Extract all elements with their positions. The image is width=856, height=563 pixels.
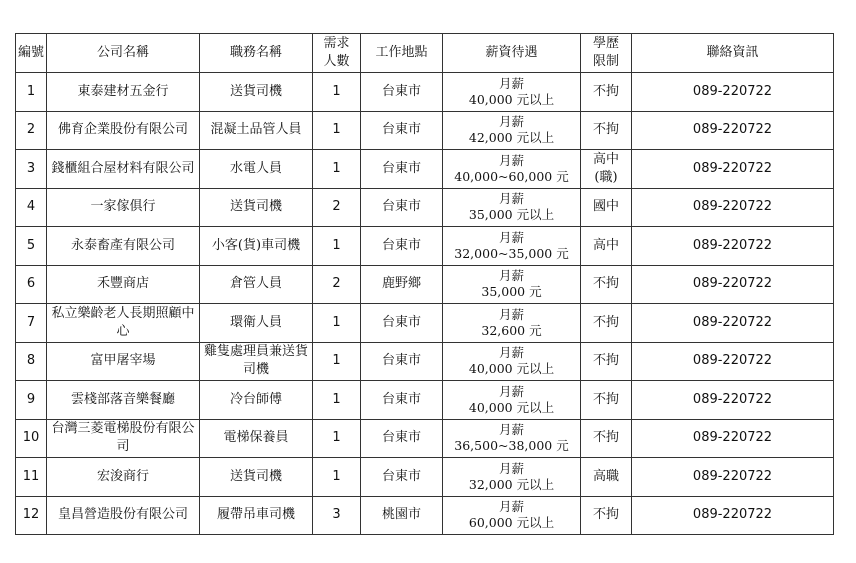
cell-title: 送貨司機 [200,188,313,227]
salary-type: 月薪 [498,268,524,284]
cell-no: 12 [16,496,47,535]
cell-company: 永泰畜產有限公司 [47,227,200,266]
cell-no: 10 [16,419,47,458]
salary-amount: 60,000 元以上 [468,515,555,531]
cell-location: 台東市 [361,188,443,227]
table-row [16,265,834,304]
cell-location: 台東市 [361,458,443,497]
cell-location: 台東市 [361,111,443,150]
cell-title: 小客(貨)車司機 [200,227,313,266]
table-row [16,73,834,112]
cell-salary [443,188,581,227]
cell-salary [443,458,581,497]
cell-education: 高中(職) [581,150,632,189]
salary-type: 月薪 [498,114,524,130]
cell-location: 台東市 [361,419,443,458]
table-row [16,150,834,189]
salary-amount: 40,000~60,000 元 [454,168,569,184]
cell-no: 5 [16,227,47,266]
header-title: 職務名稱 [200,34,313,73]
cell-education: 不拘 [581,381,632,420]
table-row [16,342,834,381]
cell-no: 11 [16,458,47,497]
cell-no: 6 [16,265,47,304]
header-contact: 聯絡資訊 [632,34,834,73]
cell-location: 台東市 [361,150,443,189]
cell-count: 2 [313,188,361,227]
cell-count: 1 [313,304,361,343]
cell-count: 1 [313,73,361,112]
cell-contact: 089-220722 [632,73,834,112]
cell-salary [443,150,581,189]
cell-count: 1 [313,381,361,420]
cell-company: 錢櫃組合屋材料有限公司 [47,150,200,189]
cell-contact: 089-220722 [632,304,834,343]
cell-title: 倉管人員 [200,265,313,304]
cell-salary [443,227,581,266]
cell-education: 高職 [581,458,632,497]
header-edu-line1: 學歷 [592,36,619,51]
salary-amount: 40,000 元以上 [468,399,555,415]
salary-type: 月薪 [498,422,524,438]
salary-type: 月薪 [498,75,524,91]
header-education [581,34,632,73]
cell-no: 9 [16,381,47,420]
cell-location: 台東市 [361,381,443,420]
cell-count: 1 [313,342,361,381]
cell-contact: 089-220722 [632,265,834,304]
cell-salary [443,342,581,381]
cell-company: 私立樂齡老人長期照顧中心 [47,304,200,343]
job-listing-table [15,33,834,535]
cell-no: 8 [16,342,47,381]
cell-count: 2 [313,265,361,304]
cell-title: 雞隻處理員兼送貨司機 [200,342,313,381]
cell-contact: 089-220722 [632,381,834,420]
cell-location: 台東市 [361,227,443,266]
cell-company: 皇昌營造股份有限公司 [47,496,200,535]
cell-contact: 089-220722 [632,342,834,381]
cell-education: 國中 [581,188,632,227]
salary-type: 月薪 [498,306,524,322]
cell-location: 台東市 [361,304,443,343]
cell-count: 1 [313,458,361,497]
cell-education: 不拘 [581,496,632,535]
cell-no: 7 [16,304,47,343]
cell-no: 3 [16,150,47,189]
salary-amount: 32,000 元以上 [468,476,555,492]
cell-location: 台東市 [361,73,443,112]
salary-amount: 32,000~35,000 元 [454,245,569,261]
cell-company: 佛育企業股份有限公司 [47,111,200,150]
salary-amount: 35,000 元 [481,284,542,300]
cell-title: 送貨司機 [200,458,313,497]
cell-company: 富甲屠宰場 [47,342,200,381]
cell-education: 不拘 [581,111,632,150]
cell-education: 不拘 [581,73,632,112]
table-row [16,419,834,458]
table-body [16,73,834,535]
cell-education: 不拘 [581,419,632,458]
cell-count: 1 [313,419,361,458]
cell-salary [443,496,581,535]
table-header-row [16,34,834,73]
cell-education: 高中 [581,227,632,266]
header-edu-line2: 限制 [592,54,619,69]
salary-type: 月薪 [498,345,524,361]
cell-title: 水電人員 [200,150,313,189]
cell-title: 履帶吊車司機 [200,496,313,535]
table-row [16,458,834,497]
table-row [16,188,834,227]
cell-company: 台灣三菱電梯股份有限公司 [47,419,200,458]
salary-amount: 40,000 元以上 [468,91,555,107]
table-row [16,496,834,535]
cell-count: 1 [313,150,361,189]
cell-title: 送貨司機 [200,73,313,112]
cell-company: 東泰建材五金行 [47,73,200,112]
cell-title: 冷台師傅 [200,381,313,420]
cell-salary [443,304,581,343]
cell-contact: 089-220722 [632,188,834,227]
cell-title: 環衛人員 [200,304,313,343]
cell-salary [443,381,581,420]
cell-title: 電梯保養員 [200,419,313,458]
cell-company: 宏浚商行 [47,458,200,497]
cell-count: 1 [313,111,361,150]
cell-contact: 089-220722 [632,111,834,150]
salary-amount: 42,000 元以上 [468,130,555,146]
cell-education: 不拘 [581,265,632,304]
cell-no: 2 [16,111,47,150]
table-row [16,227,834,266]
cell-company: 雲棧部落音樂餐廳 [47,381,200,420]
cell-count: 1 [313,227,361,266]
cell-no: 4 [16,188,47,227]
salary-type: 月薪 [498,191,524,207]
cell-contact: 089-220722 [632,150,834,189]
cell-salary [443,73,581,112]
table-row [16,111,834,150]
cell-salary [443,111,581,150]
cell-contact: 089-220722 [632,419,834,458]
salary-amount: 40,000 元以上 [468,361,555,377]
cell-no: 1 [16,73,47,112]
table-row [16,304,834,343]
header-count [313,34,361,73]
cell-contact: 089-220722 [632,227,834,266]
cell-location: 台東市 [361,342,443,381]
cell-education: 不拘 [581,304,632,343]
salary-type: 月薪 [498,499,524,515]
cell-salary [443,419,581,458]
cell-location: 桃園市 [361,496,443,535]
salary-type: 月薪 [498,152,524,168]
salary-type: 月薪 [498,460,524,476]
cell-education: 不拘 [581,342,632,381]
header-no: 編號 [16,34,47,73]
cell-contact: 089-220722 [632,496,834,535]
cell-company: 禾豐商店 [47,265,200,304]
cell-title: 混凝土品管人員 [200,111,313,150]
header-count-line2: 人數 [323,54,350,69]
cell-contact: 089-220722 [632,458,834,497]
cell-company: 一家傢俱行 [47,188,200,227]
header-count-line1: 需求 [323,36,350,51]
salary-amount: 36,500~38,000 元 [454,438,569,454]
cell-location: 鹿野鄉 [361,265,443,304]
salary-type: 月薪 [498,383,524,399]
table-row [16,381,834,420]
salary-amount: 32,600 元 [481,322,542,338]
header-location: 工作地點 [361,34,443,73]
salary-type: 月薪 [498,229,524,245]
salary-amount: 35,000 元以上 [468,207,555,223]
cell-salary [443,265,581,304]
header-company: 公司名稱 [47,34,200,73]
header-salary: 薪資待遇 [443,34,581,73]
cell-count: 3 [313,496,361,535]
